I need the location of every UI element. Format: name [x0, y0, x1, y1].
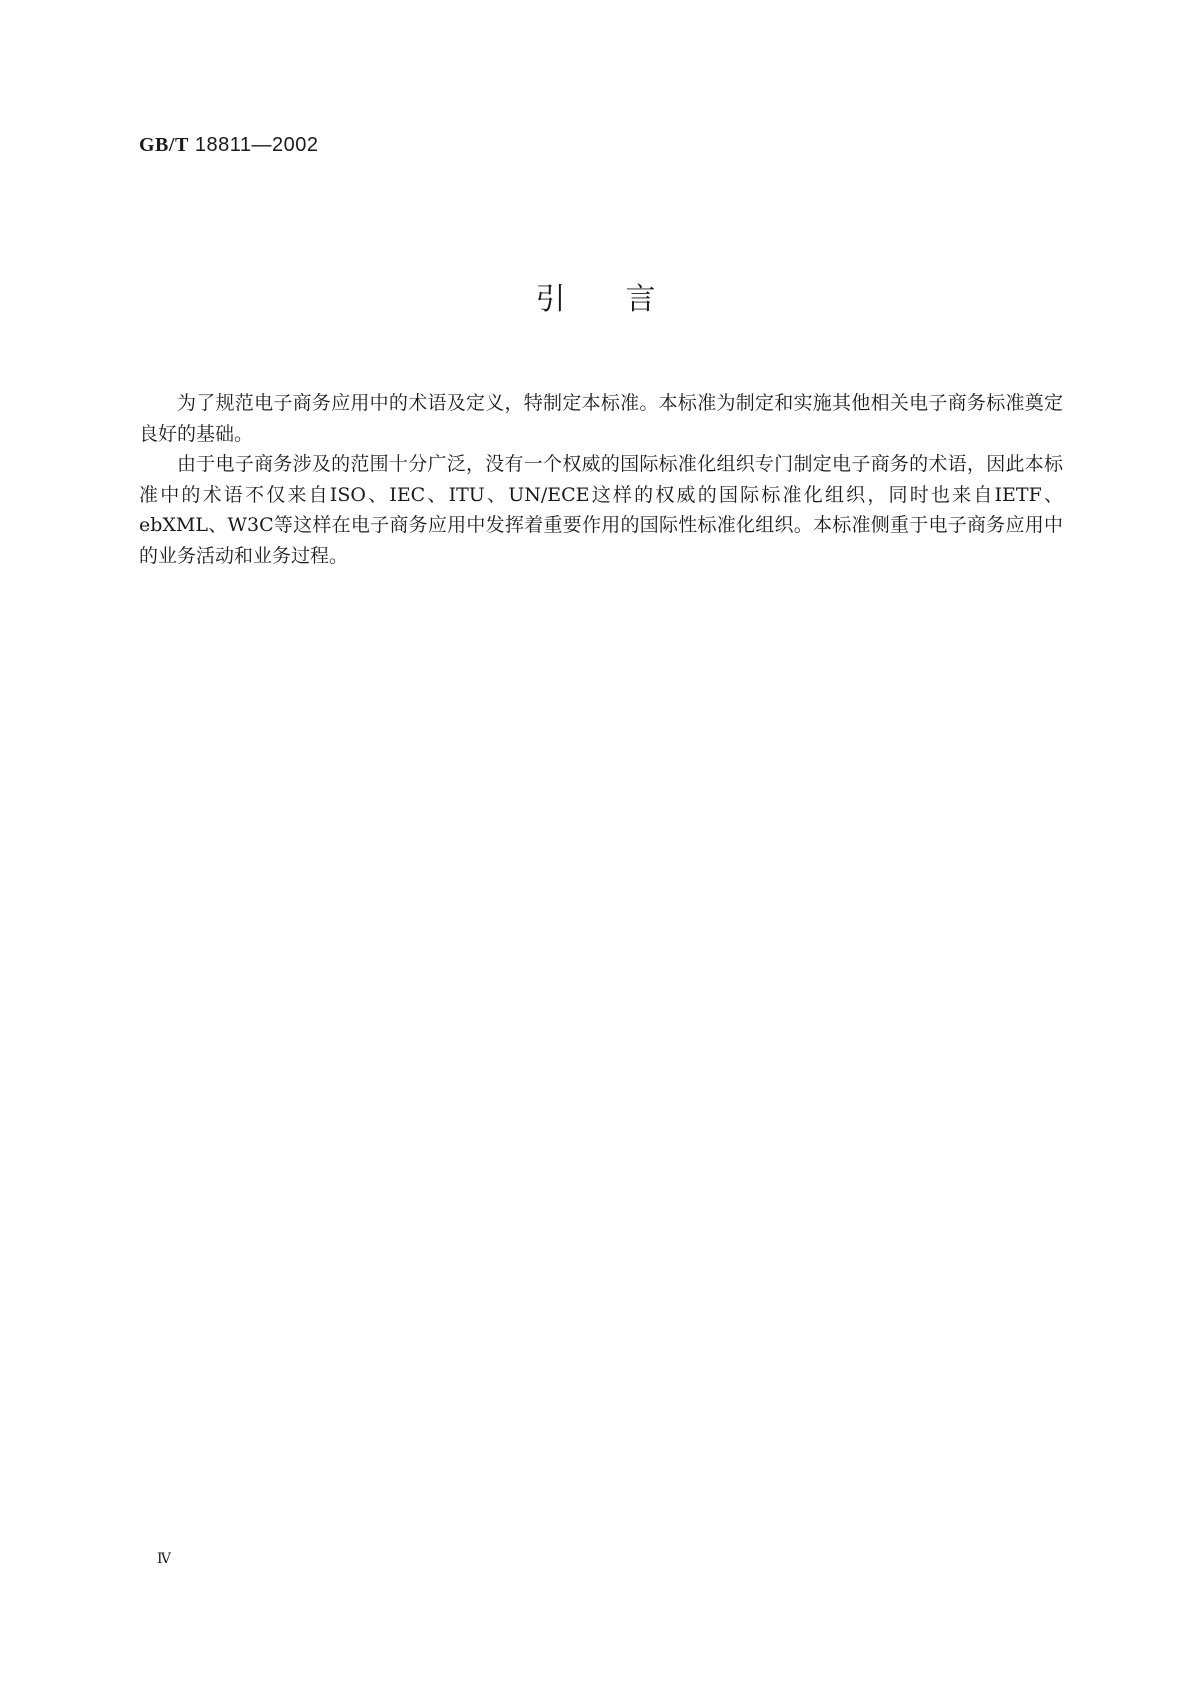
page-title: 引言: [535, 282, 716, 317]
standard-code-number: 18811—2002: [188, 134, 319, 156]
paragraph-2: 由于电子商务涉及的范围十分广泛，没有一个权威的国际标准化组织专门制定电子商务的术语，因此本标准中的术语不仅来自ISO、IEC、ITU、UN/ECE这样的权威的国际标准化组织，同时也来自IETF、ebXML、W3C等这样在电子商务应用中发挥着重要作用的国际性标准化组织。本标准侧重于电子商务应用中的业务活动和业务过程。: [139, 453, 1063, 567]
standard-code: [139, 132, 318, 157]
standard-code-prefix: GB/T: [139, 134, 189, 156]
page-number: Ⅳ: [157, 1552, 171, 1567]
introduction-body: [139, 388, 1063, 571]
paragraph-1: 为了规范电子商务应用中的术语及定义，特制定本标准。本标准为制定和实施其他相关电子商务标准奠定良好的基础。: [139, 392, 1063, 445]
